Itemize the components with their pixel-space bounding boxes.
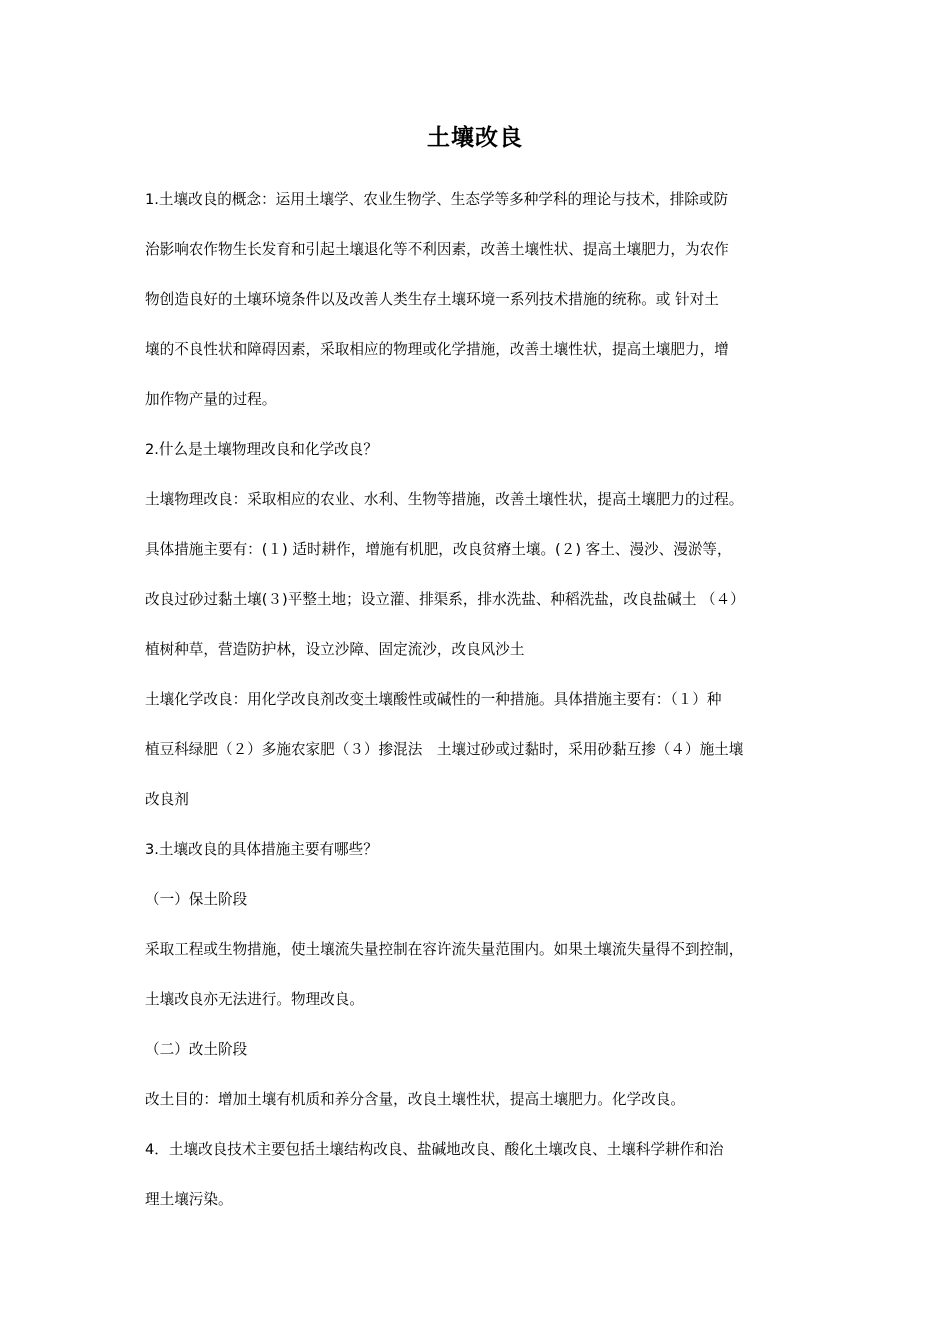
document-title: 土壤改良 xyxy=(427,125,523,151)
section-heading: 4．土壤改良技术主要包括土壤结构改良、盐碱地改良、酸化土壤改良、土壤科学耕作和治 xyxy=(145,1141,724,1158)
section-heading: 2.什么是土壤物理改良和化学改良？ xyxy=(145,441,378,458)
text-line: 土壤物理改良：采取相应的农业、水利、生物等措施，改善土壤性状，提高土壤肥力的过程。 xyxy=(145,491,744,508)
text-line: 壤的不良性状和障碍因素，采取相应的物理或化学措施，改善土壤性状，提高土壤肥力，增 xyxy=(145,341,729,358)
text-line: 土壤化学改良：用化学改良剂改变土壤酸性或碱性的一种措施。具体措施主要有：（１）种 xyxy=(145,691,722,708)
subsection-heading: （一）保土阶段 xyxy=(145,891,248,908)
text-line: 物创造良好的土壤环境条件以及改善人类生存土壤环境一系列技术措施的统称。或 针对土 xyxy=(145,291,719,308)
text-line: 改土目的：增加土壤有机质和养分含量，改良土壤性状，提高土壤肥力。化学改良。 xyxy=(145,1091,685,1108)
text-line: 植豆科绿肥（２）多施农家肥（３）掺混法 土壤过砂或过黏时，采用砂黏互掺（４）施土壤 xyxy=(145,741,744,758)
subsection-heading: （二）改土阶段 xyxy=(145,1041,248,1058)
text-line: 1.土壤改良的概念：运用土壤学、农业生物学、生态学等多种学科的理论与技术，排除或防 xyxy=(145,191,729,208)
text-line: 改良过砂过黏土壤(３)平整土地；设立灌、排渠系，排水洗盐、种稻洗盐，改良盐碱土 （４） xyxy=(145,591,745,608)
text-line: 治影响农作物生长发育和引起土壤退化等不利因素，改善土壤性状、提高土壤肥力，为农作 xyxy=(145,241,729,258)
text-line: 土壤改良亦无法进行。物理改良。 xyxy=(145,991,364,1008)
text-line: 植树种草，营造防护林，设立沙障、固定流沙，改良风沙土 xyxy=(145,641,525,658)
text-line: 理土壤污染。 xyxy=(145,1191,233,1208)
text-line: 加作物产量的过程。 xyxy=(145,391,277,408)
text-line: 采取工程或生物措施，使土壤流失量控制在容许流失量范围内。如果土壤流失量得不到控制， xyxy=(145,941,744,958)
section-heading: 3.土壤改良的具体措施主要有哪些？ xyxy=(145,841,378,858)
text-line: 具体措施主要有：(１) 适时耕作，增施有机肥，改良贫瘠土壤。(２) 客土、漫沙、漫淤等， xyxy=(145,541,732,558)
text-line: 改良剂 xyxy=(145,791,189,808)
document-body xyxy=(145,180,821,1230)
